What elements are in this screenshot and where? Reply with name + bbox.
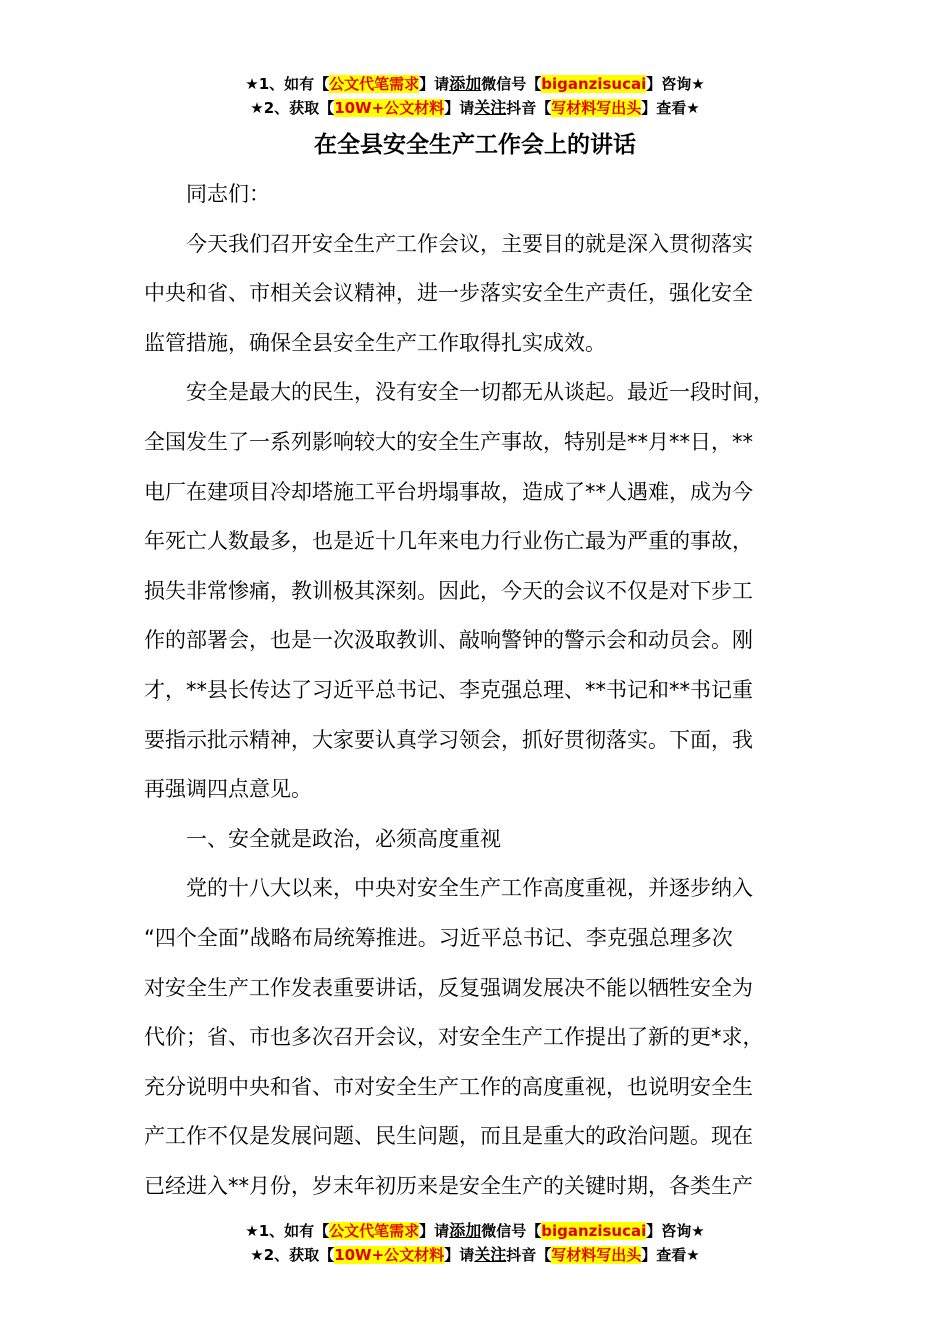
promo-text: 微信号【: [481, 1222, 542, 1240]
body-line: 安全是最大的民生，没有安全一切都无从谈起。最近一段时间，: [186, 380, 774, 405]
salutation: 同志们：: [186, 182, 270, 206]
body-line: 再强调四点意见。: [144, 777, 312, 802]
body-line: 对安全生产工作发表重要讲话，反复强调发展决不能以牺牲安全为: [144, 975, 753, 1000]
body-line: 产工作不仅是发展问题、民生问题，而且是重大的政治问题。现在: [144, 1124, 753, 1149]
footer-promo-banner: [0, 1219, 950, 1267]
promo-highlight: biganzisucai: [541, 1222, 647, 1240]
promo-text: 】咨询★: [646, 75, 705, 93]
document-title: 在全县安全生产工作会上的讲话: [314, 132, 636, 158]
body-line: 今天我们召开安全生产工作会议，主要目的就是深入贯彻落实: [186, 231, 753, 256]
body-line: 全国发生了一系列影响较大的安全生产事故，特别是**月**日，**: [144, 429, 753, 454]
promo-text: 抖音【: [506, 1246, 552, 1264]
body-line: 已经进入**月份，岁末年初历来是安全生产的关键时期，各类生产: [144, 1173, 753, 1198]
body-line: 要指示批示精神，大家要认真学习领会，抓好贯彻落实。下面，我: [144, 727, 753, 752]
promo-text: 微信号【: [481, 75, 542, 93]
promo-highlight: 10W+公文材料: [334, 99, 445, 117]
promo-line-1: [0, 1219, 950, 1243]
header-promo-banner: [0, 72, 950, 120]
promo-underlined: 添加: [449, 74, 482, 93]
promo-text: 】查看★: [641, 1246, 700, 1264]
promo-text: 】请: [444, 99, 475, 117]
promo-underlined: 关注: [474, 98, 507, 117]
promo-highlight: 写材料写出头: [551, 1246, 642, 1264]
promo-line-2: [0, 96, 950, 120]
promo-text: ★1、如有【: [245, 1222, 330, 1240]
body-line: 损失非常惨痛，教训极其深刻。因此，今天的会议不仅是对下步工: [144, 578, 753, 603]
body-line: “四个全面”战略布局统筹推进。习近平总书记、李克强总理多次: [144, 925, 733, 950]
body-line: 中央和省、市相关会议精神，进一步落实安全生产责任，强化安全: [144, 281, 753, 306]
promo-highlight: 10W+公文材料: [334, 1246, 445, 1264]
section-heading: 一、安全就是政治，必须高度重视: [186, 826, 501, 851]
document-body: [144, 170, 824, 1211]
body-line: 年死亡人数最多，也是近十几年来电力行业伤亡最为严重的事故，: [144, 529, 753, 554]
promo-text: 】查看★: [641, 99, 700, 117]
promo-text: ★1、如有【: [245, 75, 330, 93]
promo-underlined: 关注: [474, 1245, 507, 1264]
body-line: 才，**县长传达了习近平总书记、李克强总理、**书记和**书记重: [144, 677, 753, 702]
promo-highlight: biganzisucai: [541, 75, 647, 93]
promo-text: 抖音【: [506, 99, 552, 117]
promo-text: 】请: [419, 75, 450, 93]
promo-text: 】咨询★: [646, 1222, 705, 1240]
promo-line-2: [0, 1243, 950, 1267]
body-line: 电厂在建项目冷却塔施工平台坍塌事故，造成了**人遇难，成为今: [144, 479, 753, 504]
body-line: 监管措施，确保全县安全生产工作取得扎实成效。: [144, 330, 606, 355]
promo-underlined: 添加: [449, 1221, 482, 1240]
body-line: 作的部署会，也是一次汲取教训、敲响警钟的警示会和动员会。刚: [144, 628, 753, 653]
promo-highlight: 公文代笔需求: [329, 1222, 420, 1240]
promo-text: 】请: [444, 1246, 475, 1264]
body-line: 充分说明中央和省、市对安全生产工作的高度重视，也说明安全生: [144, 1074, 753, 1099]
promo-text: 】请: [419, 1222, 450, 1240]
body-line: 代价；省、市也多次召开会议，对安全生产工作提出了新的更*求，: [144, 1025, 764, 1050]
promo-highlight: 公文代笔需求: [329, 75, 420, 93]
body-line: 党的十八大以来，中央对安全生产工作高度重视，并逐步纳入: [186, 876, 753, 901]
promo-text: ★2、获取【: [250, 99, 335, 117]
promo-text: ★2、获取【: [250, 1246, 335, 1264]
promo-line-1: [0, 72, 950, 96]
promo-highlight: 写材料写出头: [551, 99, 642, 117]
